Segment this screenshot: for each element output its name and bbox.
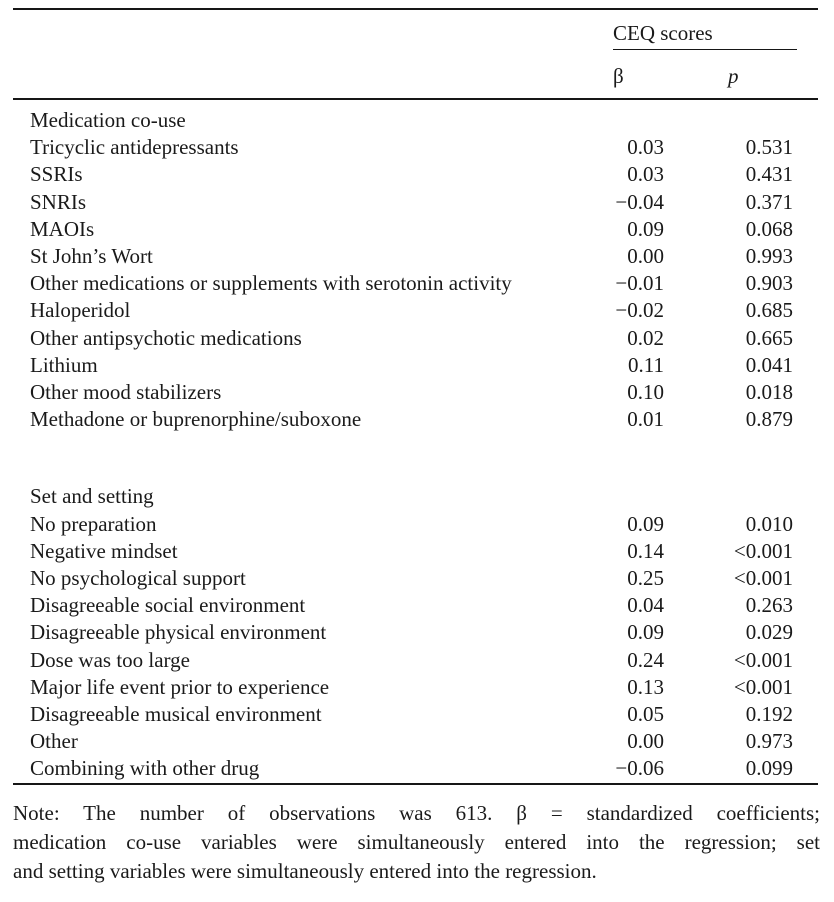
p-value: 0.973: [745, 729, 793, 754]
row-label: Other medications or supplements with serotonin activity: [30, 271, 512, 296]
table-row: [13, 674, 818, 701]
table-row: [13, 161, 818, 188]
section-title-row: [13, 483, 818, 510]
p-value: 0.903: [745, 271, 793, 296]
p-value: 0.068: [745, 216, 793, 241]
table-row: [13, 297, 818, 324]
row-label: SNRIs: [30, 189, 87, 214]
beta-value: 0.10: [627, 380, 664, 405]
row-label: Negative mindset: [30, 538, 178, 563]
beta-value: 0.01: [627, 407, 664, 432]
row-label: Disagreeable physical environment: [30, 620, 327, 645]
section-gap: [13, 433, 818, 483]
row-label: Haloperidol: [30, 298, 131, 323]
p-value: 0.371: [745, 189, 793, 214]
row-label: Other mood stabilizers: [30, 380, 222, 405]
row-label: Disagreeable musical environment: [30, 702, 322, 727]
table-row: [13, 538, 818, 565]
p-value: 0.099: [745, 756, 793, 781]
ceq-regression-table: [13, 8, 818, 785]
table-row: [13, 406, 818, 433]
beta-value: 0.13: [627, 674, 664, 699]
beta-value: −0.04: [615, 189, 664, 214]
p-value: 0.993: [745, 244, 793, 269]
p-column-header: p: [685, 50, 818, 99]
table-row: [13, 325, 818, 352]
p-value: <0.001: [733, 647, 793, 672]
row-label: MAOIs: [30, 216, 95, 241]
note-line: Note: The number of observations was 613. β = standardized coefficients;: [13, 800, 820, 825]
beta-value: −0.02: [615, 298, 664, 323]
p-value: 0.018: [745, 380, 793, 405]
beta-value: 0.14: [627, 538, 664, 563]
beta-value: 0.11: [628, 352, 664, 377]
row-label: Disagreeable social environment: [30, 593, 306, 618]
p-value: 0.531: [745, 135, 793, 160]
p-value: 0.029: [745, 620, 793, 645]
note-line: medication co-use variables were simultaneously entered into the regression; set: [13, 829, 820, 854]
table-row: [13, 755, 818, 783]
beta-value: 0.00: [627, 244, 664, 269]
table-block: [13, 8, 818, 886]
beta-value: 0.09: [627, 511, 664, 536]
table-row: [13, 728, 818, 755]
beta-value: 0.05: [627, 702, 664, 727]
p-value: 0.041: [745, 352, 793, 377]
row-label: Combining with other drug: [30, 756, 260, 781]
section-title-row: [13, 99, 818, 134]
p-value: <0.001: [733, 566, 793, 591]
table-row: [13, 134, 818, 161]
beta-value: 0.02: [627, 325, 664, 350]
row-label: Tricyclic antidepressants: [30, 135, 239, 160]
table-row: [13, 270, 818, 297]
p-value: 0.192: [745, 702, 793, 727]
table-row: [13, 352, 818, 379]
table-row: [13, 565, 818, 592]
row-label: Major life event prior to experience: [30, 674, 330, 699]
beta-value: 0.09: [627, 620, 664, 645]
empty-header-cell: [13, 50, 613, 99]
table-row: [13, 189, 818, 216]
beta-value: 0.09: [627, 216, 664, 241]
beta-value: 0.00: [627, 729, 664, 754]
row-label: Lithium: [30, 352, 98, 377]
row-label: St John’s Wort: [30, 244, 153, 269]
beta-value: 0.25: [627, 566, 664, 591]
beta-value: 0.03: [627, 135, 664, 160]
section-title: Medication co-use: [30, 108, 186, 132]
table-row: [13, 379, 818, 406]
section-title: Set and setting: [30, 484, 154, 509]
note-line: and setting variables were simultaneously entered into the regression.: [13, 858, 597, 883]
table-row: [13, 511, 818, 538]
group-header-cell: [613, 9, 818, 50]
row-label: No preparation: [30, 511, 157, 536]
p-value: 0.665: [745, 325, 793, 350]
row-label: Methadone or buprenorphine/suboxone: [30, 407, 362, 432]
table-row: [13, 216, 818, 243]
beta-value: 0.24: [627, 647, 664, 672]
row-label: Other antipsychotic medications: [30, 325, 302, 350]
table-row: [13, 592, 818, 619]
p-value: <0.001: [733, 674, 793, 699]
beta-value: −0.06: [615, 756, 664, 781]
row-label: No psychological support: [30, 566, 246, 591]
p-value: 0.010: [745, 511, 793, 536]
beta-value: 0.04: [627, 593, 664, 618]
table-row: [13, 647, 818, 674]
p-value: 0.263: [745, 593, 793, 618]
group-header-label: CEQ scores: [613, 12, 797, 50]
beta-column-header: β: [613, 50, 685, 99]
group-header-row: [13, 9, 818, 50]
beta-value: −0.01: [615, 271, 664, 296]
table-note: [13, 799, 820, 886]
p-value: 0.431: [745, 162, 793, 187]
row-label: SSRIs: [30, 162, 83, 187]
row-label: Dose was too large: [30, 647, 190, 672]
table-body: [13, 99, 818, 784]
beta-value: 0.03: [627, 162, 664, 187]
table-row: [13, 243, 818, 270]
p-value: 0.879: [745, 407, 793, 432]
column-header-row: [13, 50, 818, 99]
row-label: Other: [30, 729, 78, 754]
table-row: [13, 619, 818, 646]
table-row: [13, 701, 818, 728]
p-value: 0.685: [745, 298, 793, 323]
table-header: [13, 9, 818, 99]
p-value: <0.001: [733, 538, 793, 563]
empty-header-cell: [13, 9, 613, 50]
